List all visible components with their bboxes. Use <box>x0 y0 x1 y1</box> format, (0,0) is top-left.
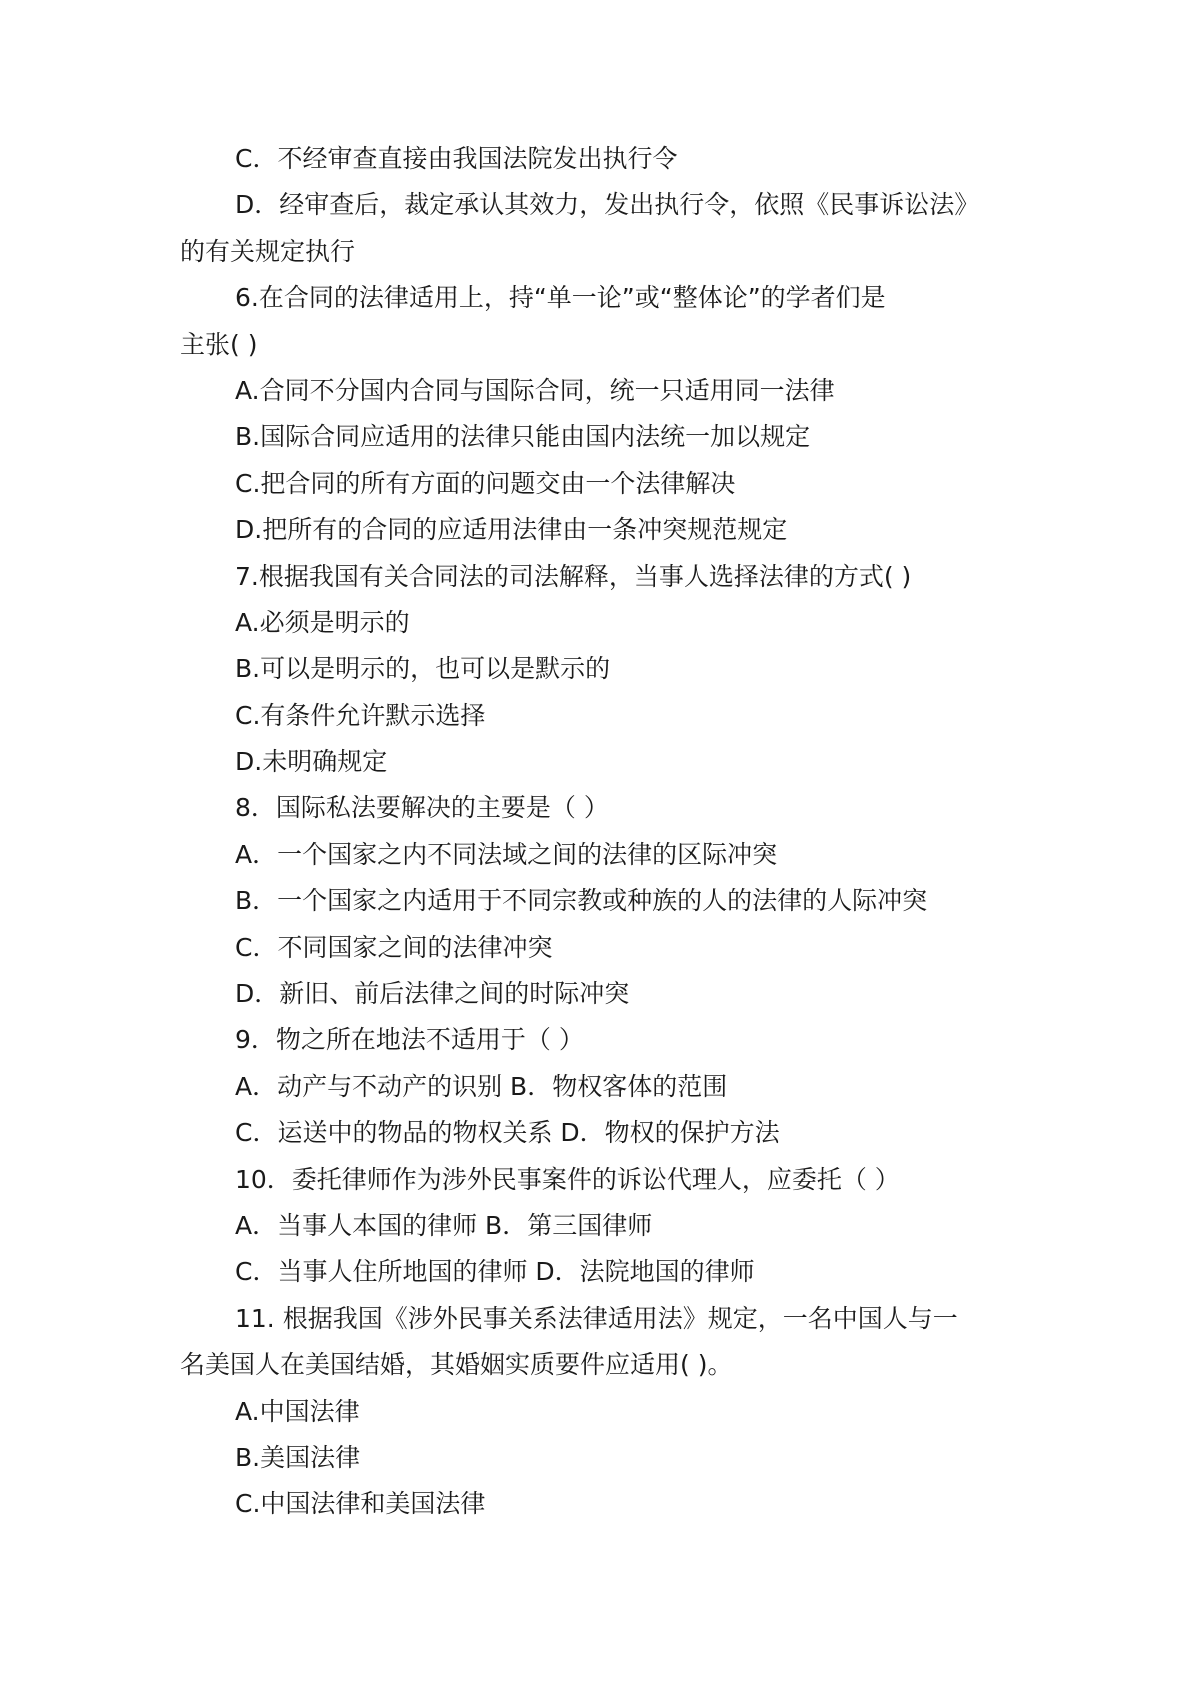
question-7: 7.根据我国有关合同法的司法解释，当事人选择法律的方式( ) <box>235 561 912 591</box>
question-8: 8．国际私法要解决的主要是（ ） <box>235 793 609 823</box>
option-line: A．当事人本国的律师 B．第三国律师 <box>235 1210 653 1240</box>
option-line: D．新旧、前后法律之间的时际冲突 <box>235 979 630 1009</box>
option-line: B.国际合同应适用的法律只能由国内法统一加以规定 <box>235 422 811 452</box>
option-line: B．一个国家之内适用于不同宗教或种族的人的法律的人际冲突 <box>235 886 928 916</box>
question-6: 6.在合同的法律适用上，持“单一论”或“整体论”的学者们是 <box>235 283 886 313</box>
option-line: C．不同国家之间的法律冲突 <box>235 932 553 962</box>
option-line: C．当事人住所地国的律师 D．法院地国的律师 <box>235 1257 755 1287</box>
option-line: A.必须是明示的 <box>235 607 410 637</box>
question-11-continuation: 名美国人在美国结婚，其婚姻实质要件应适用( )。 <box>180 1350 733 1380</box>
option-line: C．不经审查直接由我国法院发出执行令 <box>235 144 678 173</box>
option-line: C．运送中的物品的物权关系 D．物权的保护方法 <box>235 1118 780 1148</box>
question-9: 9．物之所在地法不适用于（ ） <box>235 1025 584 1055</box>
option-line-continuation: 的有关规定执行 <box>180 236 356 266</box>
question-10: 10．委托律师作为涉外民事案件的诉讼代理人，应委托（ ） <box>235 1164 900 1194</box>
option-line: C.把合同的所有方面的问题交由一个法律解决 <box>235 468 736 498</box>
option-line: D.把所有的合同的应适用法律由一条冲突规范规定 <box>235 515 788 545</box>
option-line: A．动产与不动产的识别 B．物权客体的范围 <box>235 1071 728 1101</box>
option-line: C.有条件允许默示选择 <box>235 700 486 730</box>
option-line: A.合同不分国内合同与国际合同，统一只适用同一法律 <box>235 375 835 405</box>
option-line: B.美国法律 <box>235 1442 361 1472</box>
question-11: 11. 根据我国《涉外民事关系法律适用法》规定，一名中国人与一 <box>235 1303 958 1333</box>
option-line: D.未明确规定 <box>235 747 388 777</box>
option-line: D．经审查后，裁定承认其效力，发出执行令，依照《民事诉讼法》 <box>235 190 980 220</box>
option-line: A．一个国家之内不同法域之间的法律的区际冲突 <box>235 839 778 869</box>
option-line: C.中国法律和美国法律 <box>235 1489 486 1519</box>
option-line: B.可以是明示的，也可以是默示的 <box>235 654 611 684</box>
option-line: A.中国法律 <box>235 1396 360 1426</box>
question-6-continuation: 主张( ) <box>180 329 258 359</box>
document-body <box>180 136 1020 1528</box>
